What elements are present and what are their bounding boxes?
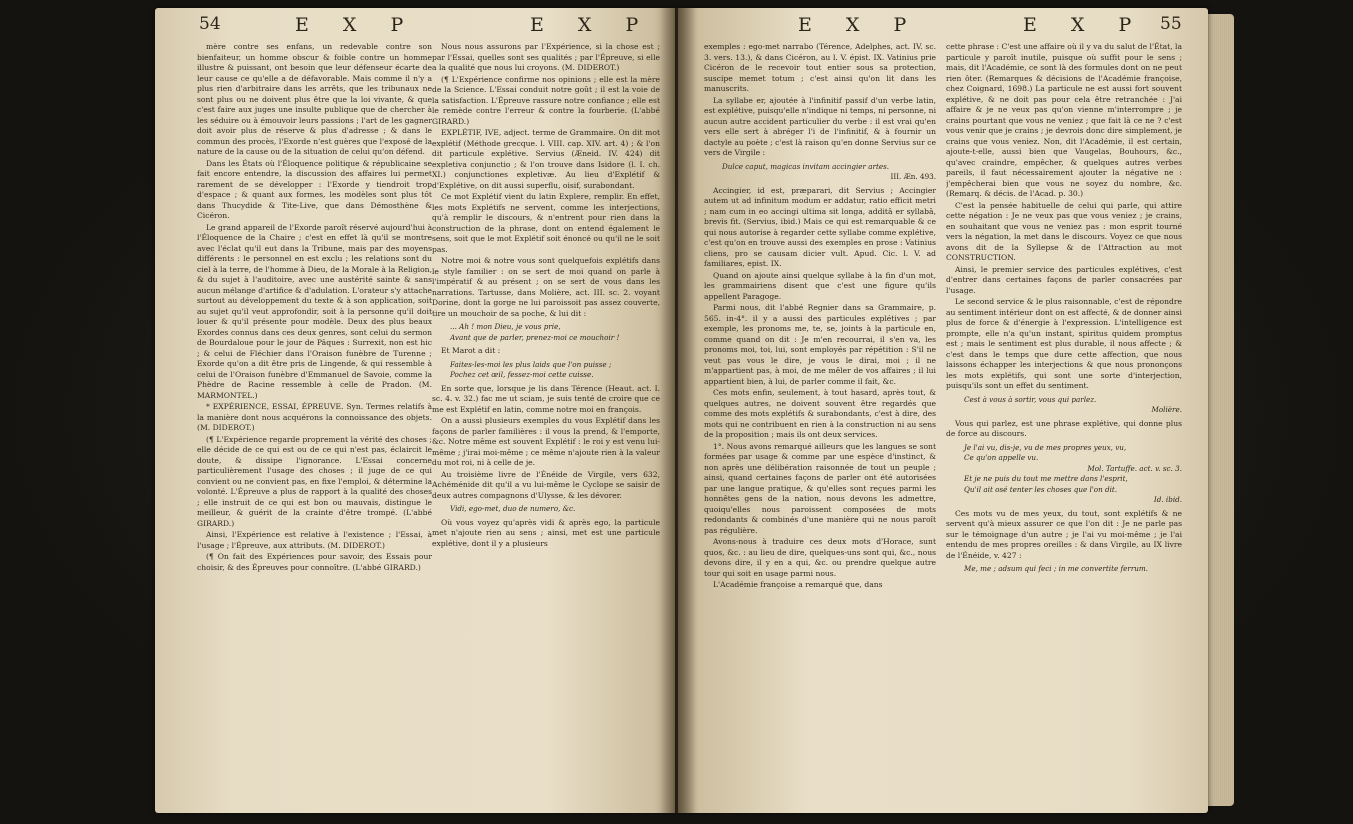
paragraph: Ce mot Explétif vient du latin Explere, remplir. En effet, les mots Explétifs ne servent, comme les interjections, qu'à remplir le discours, & n'entrent pour rien dans la construction de la phrase, dont on entend également le sens, soit que le mot Explétif soit énoncé ou qu'il ne le soit pas. — [432, 192, 660, 254]
verse-citation: Molière. — [1151, 405, 1182, 414]
verse-citation: III. Æn. 493. — [890, 172, 936, 181]
page-number: 55 — [1160, 14, 1182, 34]
paragraph: cette phrase : C'est une affaire où il y va du salut de l'État, la particule y paroît inutile, puisque où suffit pour le sens ; mais, dit l'Académie, ce sont là des formules dont on ne peut rien ôter. (Remarques & décisions de l'Académie françoise, chez Coignard, 1698.) La particule ne est aussi fort souvent explétive, & ne doit pas pour cela être retranchée : J'ai affaire & je ne veux pas qu'on vienne m'interrompre ; je crains pourtant que vous ne veniez ; que fait là ce ne ? c'est vous venir que je crains ; je devrois donc dire simplement, je crains que vous veniez. Non, dit l'Académie, il est certain, ajoute-t-elle, aussi bien que Vaugelas, Bouhours, &c., qu'avec craindre, empêcher, & quelques autres verbes pareils, il faut nécessairement ajouter la négative ne : j'empêcherai bien que vous ne soyez du nombre, &c. (Remarq. & décis. de l'Acad. p. 30.) — [946, 42, 1182, 198]
verse-line: Vidi, ego-met, duo de numero, &c. — [450, 504, 576, 513]
paragraph: 1°. Nous avons remarqué ailleurs que les langues se sont formées par usage & comme par une espèce d'instinct, & non après une délibération raisonnée de tout un peuple ; ainsi, quand certaines façons de parler ont été autorisées par une langue pratique, & qu'elles sont reçues parmi les honnêtes gens de la nation, nous devons les admettre, quoiqu'elles nous paroissent composées de mots redondants & combinés d'une manière qui ne nous paroît pas régulière. — [704, 441, 936, 535]
verse-citation: Id. ibid. — [1153, 495, 1182, 504]
page-edges — [1208, 14, 1234, 806]
text-column — [946, 42, 1182, 806]
paragraph: Ainsi, le premier service des particules explétives, c'est d'entrer dans certaines façons de parler consacrées par l'usage. — [946, 264, 1182, 295]
text-column — [432, 42, 660, 806]
text-column — [197, 42, 432, 806]
paragraph: C'est la pensée habituelle de celui qui parle, qui attire cette négation : Je ne veux pas que vous veniez ; je crains, en souhaitant que vous ne veniez pas : mon esprit tourné vers la négation, la met dans le discours. Voyez ce que nous avons dit de la Syllepse & de l'Attraction au mot CONSTRUCTION. — [946, 200, 1182, 262]
paragraph: Et Marot a dit : — [441, 346, 501, 355]
verse-line: Faites-les-moi les plus laids que l'on puisse ; — [450, 359, 612, 369]
verse-line: Ce qu'on appelle vu. — [964, 453, 1039, 462]
verse-line: Qu'il ait osé tenter les choses que l'on dit. — [964, 484, 1118, 494]
verse-line: Me, me ; adsum qui feci ; in me convertite ferrum. — [964, 564, 1149, 573]
paragraph: exemples : ego-met narrabo (Térence, Adelphes, act. IV. sc. 3. vers. 13.), & dans Cicéron, au l. V. épist. IX. Vatinius prie Cicéron de le recevoir tout entier sous sa protection, suscipe memet totum ; c'est ainsi qu'on lit dans les manuscrits. — [704, 42, 936, 93]
paragraph: Où vous voyez qu'après vidi & après ego, la particule met n'ajoute rien au sens ; ainsi, met est une particule explétive, dont il y a plusieurs — [432, 517, 660, 548]
verse-line: Et je ne puis du tout me mettre dans l'esprit, — [964, 474, 1128, 483]
paragraph: Parmi nous, dit l'abbé Regnier dans sa Grammaire, p. 565. in-4°. il y a aussi des particules explétives ; par exemple, les pronoms me, te, se, joints à la particule en, comme quand on dit : Je m'en recourrai, il s'en va, les pronoms moi, toi, lui, sont employés par répétition : S'il ne veut pas vous le dire, je vous le dirai, moi ; il ne m'appartient pas, à moi, de me mêler de vos affaires ; il lui appartient bien, à lui, de parler comme il fait, &c. — [704, 303, 936, 386]
running-head: E X P — [1023, 14, 1146, 36]
paragraph: Ces mots vu de mes yeux, du tout, sont explétifs & ne servent qu'à mieux assurer ce que l'on dit : Je ne parle pas sur le témoignage d'un autre ; je l'ai vu moi-même ; je l'ai entendu de mes propres oreilles : & dans Virgile, au IX livre de l'Énéide, v. 427 : — [946, 508, 1182, 560]
paragraph: Ces mots enfin, seulement, à tout hasard, après tout, & quelques autres, ne doivent souvent être regardés que comme des mots explétifs & surabondants, c'est à dire, des mots qui ne contribuent en rien à la construction ni au sens de la proposition ; mais ils ont deux services. — [704, 388, 936, 439]
paragraph: (¶ On fait des Expériences pour savoir, des Essais pour choisir, & des Épreuves pour connoître. (L'abbé GIRARD.) — [197, 552, 432, 572]
verse-line: Dulce caput, magicas invitam accingier artes. — [722, 161, 890, 171]
book-gutter — [660, 8, 696, 813]
verse-quote — [450, 504, 660, 515]
verse-line: Avant que de parler, prenez-moi ce mouchoir ! — [450, 332, 620, 342]
paragraph: Avons-nous à traduire ces deux mots d'Horace, sunt quos, &c. : au lieu de dire, quelques-uns sont qui, &c., nous devons dire, il y en a qui, &c. ou prendre quelque autre tour qui soit en usage parmi nous. — [704, 537, 936, 578]
paragraph: (¶ L'Expérience regarde proprement la vérité des choses ; elle décide de ce qui est ou de ce qui n'est pas, éclaircit le doute, & dissipe l'ignorance. L'Essai concerne particulièrement l'usage des choses ; il juge de ce qui convient ou ne convient pas, en fixe l'emploi, & détermine la volonté. L'Épreuve a plus de rapport à la qualité des choses ; elle instruit de ce qui est bon ou mauvais, distingue le meilleur, & guérit de la crainte d'être trompé. (L'abbé GIRARD.) — [197, 434, 432, 528]
verse-quote — [964, 443, 1182, 506]
running-head: E X P — [295, 14, 418, 36]
entry-heading: * EXPÉRIENCE, ESSAI, ÉPREUVE. Syn. Termes relatifs à la manière dont nous acquérons la connoissance des objets. (M. DIDEROT.) — [197, 402, 432, 432]
running-head: E X P — [530, 14, 653, 36]
verse-quote — [964, 564, 1182, 575]
verse-line: Pochez cet œil, fessez-moi cette cuisse. — [450, 370, 594, 379]
paragraph: Au troisième livre de l'Énéide de Virgile, vers 632, Achéménide dit qu'il a vu lui-même le Cyclope se saisir de deux autres compagnons d'Ulysse, & les dévorer. — [432, 469, 660, 500]
paragraph: En sorte que, lorsque je lis dans Térence (Heaut. act. I. sc. 4. v. 32.) fac me ut sciam, je suis tenté de croire que ce me est Explétif en latin, comme notre moi en françois. — [432, 383, 660, 414]
verse-citation: Mol. Tartuffe. act. v. sc. 3. — [1087, 463, 1182, 473]
paragraph: (¶ L'Expérience confirme nos opinions ; elle est la mère de la Science. L'Essai conduit notre goût ; il est la voie de la satisfaction. L'Épreuve rassure notre confiance ; elle est le remède contre l'erreur & contre la fourberie. (L'abbé GIRARD.) — [432, 74, 660, 126]
paragraph: Vous qui parlez, est une phrase explétive, qui donne plus de force au discours. — [946, 418, 1182, 438]
paragraph: Le second service & le plus raisonnable, c'est de répondre au sentiment intérieur dont on est affecté, & de donner ainsi plus de force & d'énergie à l'expression. L'intelligence est prompte, elle n'a qu'un instant, spiritus quidem promptus est ; mais le sentiment est plus durable, il nous affecte ; & c'est dans le temps que dure cette affection, que nous laissons échapper les interjections & que nous prononçons les mots explétifs, qui sont une sorte d'interjection, puisqu'ils sont un effet du sentiment. — [946, 297, 1182, 390]
verse-quote — [450, 360, 660, 381]
verse-quote — [450, 322, 660, 343]
paragraph: Le grand appareil de l'Exorde paroît réservé aujourd'hui à l'Éloquence de la Chaire ; c'est en effet là qu'il se montre avec l'éclat qu'il eut dans la Tribune, mais par des moyens différents : le personnel en est exclu ; les relations sont du ciel à la terre, de l'homme à Dieu, de la Morale à la Religion, & du sujet à l'auditoire, avec une austérité sainte & sans aucun mélange d'artifice & d'adulation. L'orateur s'y attache surtout au développement du texte & à son application, soit au sujet qu'il veut approfondir, soit à la personne qu'il doit louer & qu'il présente pour modèle. Deux des plus beaux Exordes connus dans ces deux genres, sont celui du sermon de Bourdaloue pour le jour de Pâques : Surrexit, non est hic ; & celui de Fléchier dans l'Oraison funèbre de Turenne ; Exorde qu'on a dit être pris de Lingende, & qui ressemble à celui de l'Oraison funèbre d'Emmanuel de Savoie, comme la Phèdre de Racine ressemble à celle de Pradon. (M. MARMONTEL.) — [197, 222, 432, 400]
running-head: E X P — [798, 14, 921, 36]
paragraph: mère contre ses enfans, un redevable contre son bienfaiteur, un homme obscur & foible contre un homme illustre & puissant, ont besoin que leur défenseur écarte de leur cause ce qu'elle a de défavorable. Mais comme il n'y a plus rien d'arbitraire dans les arrêts, que les tribunaux ne sont plus ou ne doivent plus être que la loi vivante, & que c'est faire aux juges une insulte publique que de chercher à les séduire ou à émouvoir leurs passions ; l'art de les gagner doit avoir plus de réserve & plus d'adresse ; & dans le commun des procès, l'Exorde n'est guères que l'exposé de la nature de la cause ou de la situation de celui qu'on défend. — [197, 42, 432, 156]
verse-quote — [722, 162, 936, 183]
paragraph: L'Académie françoise a remarqué que, dans — [713, 580, 883, 589]
right-page — [678, 8, 1208, 813]
paragraph: Quand on ajoute ainsi quelque syllabe à la fin d'un mot, les grammairiens disent que c'est une figure qu'ils appellent Paragoge. — [704, 270, 936, 301]
verse-quote — [964, 395, 1182, 416]
paragraph: On a aussi plusieurs exemples du vous Explétif dans les façons de parler familières : il vous la prend, & l'emporte, &c. Notre même est souvent Explétif : le roi y est venu lui-même ; j'irai moi-même ; ce même n'ajoute rien à la valeur du mot roi, ni à celle de je. — [432, 416, 660, 467]
left-page-header — [155, 14, 675, 42]
verse-line: ... Ah ! mon Dieu, je vous prie, — [450, 322, 561, 331]
page-number: 54 — [199, 14, 221, 34]
right-page-header — [678, 14, 1208, 42]
verse-line: Cest à vous à sortir, vous qui parlez. — [964, 394, 1097, 404]
paragraph: La syllabe er, ajoutée à l'infinitif passif d'un verbe latin, est explétive, puisqu'elle n'indique ni temps, ni personne, ni aucun autre accident particulier du verbe : il est vrai qu'en vers elle sert à abréger l'i de l'infinitif, & à fournir un dactyle au poète ; c'est là raison qu'en donne Servius sur ce vers de Virgile : — [704, 95, 936, 157]
paragraph: Notre moi & notre vous sont quelquefois explétifs dans le style familier : on se sert de moi quand on parle à l'impératif & au présent ; on se sert de vous dans les narrations. Tartusse, dans Molière, act. III. sc. 2. voyant Dorine, dont la gorge ne lui paroissoit pas assez couverte, tire un mouchoir de sa poche, & lui dit : — [432, 256, 660, 318]
paragraph: Dans les États où l'Éloquence politique & républicaine se fait encore entendre, la discussion des affaires lui permet rarement de se développer : l'Exorde y tiendroit trop d'espace ; & quant aux formes, les modèles sont plus tôt dans Thucydide & Tite-Live, que dans Démosthène & Cicéron. — [197, 158, 432, 220]
paragraph: Ainsi, l'Expérience est relative à l'existence ; l'Essai, à l'usage ; l'Épreuve, aux attributs. (M. DIDEROT.) — [197, 530, 432, 550]
text-column — [704, 42, 936, 806]
entry-heading: EXPLÉTIF, IVE, adject. terme de Grammaire. On dit mot explétif (Méthode grecque. l. VIII. cap. XIV. art. 4) ; & l'on dit particule explétive. Servius (Æneid. IV. 424) dit expletiva conjunctio ; & l'on trouve dans Isidore (l. I. ch. XI.) conjunctiones expletivæ. Au lieu d'Explétif & d'Explétive, on dit aussi superflu, oisif, surabondant. — [432, 128, 660, 190]
verse-line: Je l'ai vu, dis-je, vu de mes propres yeux, vu, — [964, 442, 1127, 452]
paragraph: Accingier, id est, præparari, dit Servius ; Accingier autem ut ad infinitum modum er addatur, ratio efficit metri ; nam cum in eo accingi ultima sit longa, additâ er syllabâ, brevis fit. (Servius, ibid.) Mais ce qui est remarquable & ce qui nous autorise à regarder cette syllabe comme explétive, c'est qu'on en trouve aussi des exemples en prose : Vatinius cliens, pro se causam dicier vult. Apud. Cic. l. V. ad familiares, epist. IX. — [704, 185, 936, 268]
left-page — [155, 8, 675, 813]
paragraph: Nous nous assurons par l'Expérience, si la chose est ; par l'Essai, quelles sont ses qualités ; par l'Épreuve, si elle a la qualité que nous lui croyons. (M. DIDEROT.) — [432, 42, 660, 72]
